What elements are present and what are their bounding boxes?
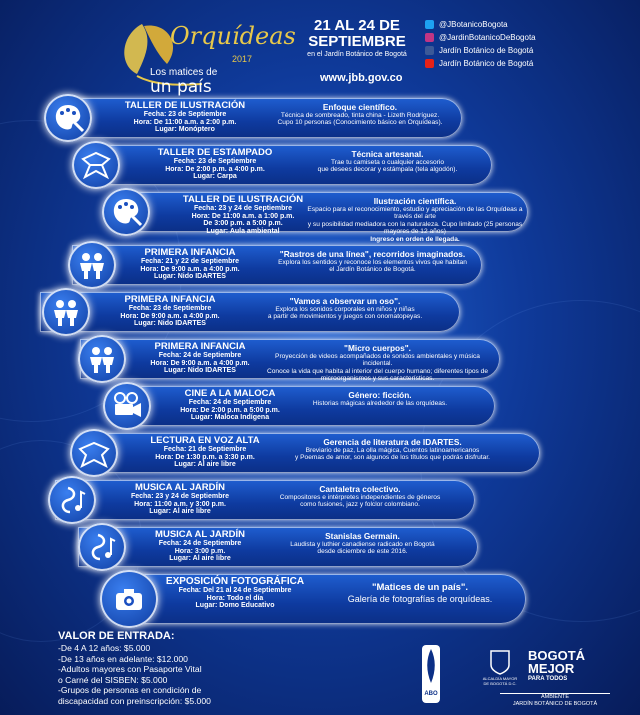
event-detail-line: Lugar: Monóptero: [155, 126, 215, 134]
event-details: [125, 435, 285, 469]
event-genre: Técnica artesanal.: [351, 149, 424, 159]
dates-line-3: en el Jardín Botánico de Bogotá: [307, 51, 407, 58]
event-genre: Ilustración científica.: [373, 196, 457, 206]
event-detail-line: Fecha: 21 de Septiembre: [163, 446, 247, 453]
para-todos-label: PARA TODOS: [528, 676, 568, 682]
event-genre: "Rastros de una línea", recorridos imaginados.: [279, 249, 466, 259]
event-detail-line: De 3:00 p.m. a 5:00 p.m.: [203, 220, 283, 228]
event-title: CINE A LA MALOCA: [184, 388, 276, 399]
event-title: TALLER DE ILUSTRACIÓN: [124, 100, 246, 111]
event-title: PRIMERA INFANCIA: [124, 294, 216, 305]
jardin-label: JARDÍN BOTÁNICO DE BOGOTÁ: [512, 701, 598, 707]
event-detail-line: Fecha: 23 de Septiembre: [143, 111, 227, 118]
children-icon: [86, 343, 118, 375]
event-description: [260, 343, 495, 383]
event-details: [90, 294, 250, 328]
event-details: [115, 247, 265, 281]
price-item: -Adultos mayores con Pasaporte Vital: [58, 664, 202, 675]
camera-icon: [113, 583, 145, 615]
event-icon-badge: [44, 94, 92, 142]
price-item: -De 13 años en adelante: $12.000: [58, 653, 188, 664]
event-detail-line: Hora: 3:00 p.m.: [174, 547, 226, 555]
event-title: MUSICA AL JARDÍN: [135, 482, 225, 493]
event-detail-line: Hora: De 11:00 a.m. a 1:00 p.m.: [191, 212, 295, 220]
event-genre: Cantaletra colectivo.: [319, 484, 401, 494]
event-detail-line: Fecha: 24 de Septiembre: [158, 540, 242, 547]
event-description-line: Técnica de sombreado, tinta china - Lizeth Rodríguez.: [280, 112, 440, 119]
event-title: LECTURA EN VOZ ALTA: [150, 435, 260, 446]
event-description: [285, 149, 490, 174]
social-link[interactable]: [425, 18, 536, 31]
event-icon-badge: [48, 476, 96, 524]
event-description: [250, 484, 470, 509]
website-link[interactable]: www.jbb.gov.co: [320, 72, 403, 84]
event-icon-badge: [72, 141, 120, 189]
event-title: EXPOSICIÓN FOTOGRÁFICA: [165, 576, 305, 587]
event-icon-badge: [78, 335, 126, 383]
event-detail-line: Lugar: Nido IDARTES: [164, 367, 236, 375]
event-description: [300, 390, 460, 407]
event-detail-line: Lugar: Al aire libre: [174, 461, 236, 469]
instagram-icon: [425, 33, 434, 42]
ticket-prices: [58, 630, 211, 707]
event-title: MUSICA AL JARDÍN: [155, 529, 245, 540]
music-icon: [56, 484, 88, 516]
dates-line-1: 21 AL 24 DE: [314, 17, 400, 34]
stamp-icon: [80, 149, 112, 181]
mejor-label: MEJOR: [528, 661, 575, 676]
event-details: [150, 576, 320, 610]
event-description-line: Compositores e intérpretes independientes de géneros: [279, 494, 441, 501]
event-description-line: Galería de fotografías de orquídeas.: [347, 594, 493, 604]
palette-icon: [52, 102, 84, 134]
alcaldia-label: ALCALDÍA MAYOR DE BOGOTÁ D.C.: [482, 676, 518, 686]
price-item: -De 4 A 12 años: $5.000: [58, 643, 151, 653]
event-genre: "Vamos a observar un oso".: [289, 296, 401, 306]
event-genre: Enfoque científico.: [322, 102, 398, 112]
event-detail-line: Fecha: Del 21 al 24 de Septiembre: [178, 587, 292, 594]
social-label: @JardinBotanicoDeBogota: [439, 33, 536, 42]
event-genre: "Matices de un país".: [371, 582, 469, 593]
event-description-line: Proyección de videos acompañados de sonidos ambientales y música incidental.: [275, 353, 480, 368]
children-icon: [76, 249, 108, 281]
event-detail-line: Fecha: 23 y 24 de Septiembre: [130, 493, 230, 500]
social-link[interactable]: [425, 44, 536, 57]
event-details: [135, 147, 295, 181]
event-description: [300, 196, 530, 243]
event-detail-line: Hora: De 9:00 a.m. a 4:00 p.m.: [140, 265, 240, 273]
event-detail-line: Hora: De 11:00 a.m. a 2:00 p.m.: [133, 118, 237, 126]
event-title: PRIMERA INFANCIA: [144, 247, 236, 258]
social-links: [425, 18, 536, 70]
event-details: [160, 388, 300, 422]
event-detail-line: Lugar: Al aire libre: [169, 555, 231, 563]
ambiente-label: AMBIENTE: [540, 694, 570, 700]
children-icon: [50, 296, 82, 328]
social-label: Jardín Botánico de Bogotá: [439, 46, 534, 55]
event-icon-badge: [102, 188, 150, 236]
event-genre: "Micro cuerpos".: [344, 343, 411, 353]
event-description: [320, 582, 520, 605]
event-detail-line: Lugar: Aula ambiental: [206, 227, 280, 235]
event-detail-line: Lugar: Nido IDARTES: [134, 320, 206, 328]
event-description: [275, 437, 510, 462]
projector-icon: [111, 390, 143, 422]
social-link[interactable]: [425, 57, 536, 70]
event-icon-badge: [103, 382, 151, 430]
event-detail-line: Hora: De 9:00 a.m. a 4:00 p.m.: [150, 359, 250, 367]
event-detail-line: Lugar: Domo Educativo: [195, 602, 275, 610]
event-description-line: Explora los sonidos corporales en niños y niñas: [275, 306, 415, 313]
logo-title: Orquídeas: [170, 22, 296, 50]
logo-year: 2017: [232, 54, 253, 64]
event-icon-badge: [68, 241, 116, 289]
event-description-line: Ingreso en orden de llegada.: [370, 235, 460, 243]
price-item: o Carné del SISBEN: $5.000: [58, 674, 168, 685]
event-description-line: microorganismos y sus características.: [320, 375, 435, 383]
palette-icon: [110, 196, 142, 228]
event-detail-line: Hora: De 2:00 p.m. a 5:00 p.m.: [180, 406, 280, 414]
event-description: [245, 296, 445, 321]
social-label: @JBotanicoBogota: [439, 20, 508, 29]
event-detail-line: Fecha: 24 de Septiembre: [158, 352, 242, 359]
event-detail-line: Hora: De 1:30 p.m. a 3:30 p.m.: [155, 453, 255, 461]
facebook-icon: [425, 46, 434, 55]
event-details: [163, 194, 323, 235]
twitter-icon: [425, 20, 434, 29]
music-icon: [86, 531, 118, 563]
event-icon-badge: [70, 429, 118, 477]
event-description-line: el Jardín Botánico de Bogotá.: [329, 266, 416, 274]
event-description-line: Breviario de paz, La olla mágica, Cuentos latinoamericanos: [305, 447, 480, 454]
event-description-line: como fusiones, jazz y folclor colombiano.: [300, 501, 420, 509]
logo-subtitle: Los matices de: [150, 67, 218, 78]
event-description-line: Espacio para el reconocimiento, estudio y apreciación de las Orquídeas a través del arte: [307, 206, 523, 221]
event-icon-badge: [78, 523, 126, 571]
bogota-mejor-logo: [528, 649, 608, 683]
event-description: [255, 531, 470, 556]
dates-line-2: SEPTIEMBRE: [308, 33, 406, 50]
price-item: -Grupos de personas en condición de: [58, 685, 202, 696]
event-detail-line: Fecha: 24 de Septiembre: [188, 399, 272, 406]
ambiente-label-block: [500, 693, 610, 708]
event-description-line: Trae tu camiseta o cualquier accesorio: [330, 159, 444, 166]
event-description-line: Historias mágicas alrededor de las orquídeas.: [312, 400, 448, 407]
event-title: TALLER DE ESTAMPADO: [157, 147, 273, 158]
event-detail-line: Hora: De 2:00 p.m. a 4:00 p.m.: [165, 165, 265, 173]
event-detail-line: Fecha: 23 de Septiembre: [173, 158, 257, 165]
event-description-line: a partir de movimientos y juegos con onomatopeyas.: [267, 313, 423, 321]
event-detail-line: Fecha: 23 y 24 de Septiembre: [193, 205, 293, 212]
event-details: [105, 100, 265, 134]
logo-subtitle-2: un país: [150, 77, 212, 97]
event-detail-line: Hora: De 9:00 a.m. a 4:00 p.m.: [120, 312, 220, 320]
event-detail-line: Lugar: Nido IDARTES: [154, 273, 226, 281]
event-detail-line: Lugar: Maloca Indígena: [190, 414, 270, 422]
event-detail-line: Lugar: Carpa: [193, 173, 237, 181]
event-dates: [298, 18, 416, 58]
abo-logo: [422, 645, 440, 703]
event-description-line: y su posibilidad mediadora con la naturaleza. Cupo limitado (25 personas mayores de 12 años): [307, 220, 523, 236]
sponsor-logos: [400, 645, 600, 707]
event-details: [125, 341, 275, 375]
event-description-line: Cupo 10 personas (Conocimiento básico en Orquídeas).: [277, 119, 443, 127]
prices-heading: VALOR DE ENTRADA:: [58, 630, 175, 642]
event-genre: Stanislas Germain.: [325, 531, 400, 541]
price-item: discapacidad con preinscripción: $5.000: [58, 695, 211, 706]
event-detail-line: Fecha: 21 y 22 de Septiembre: [140, 258, 240, 265]
event-genre: Género: ficción.: [348, 390, 412, 400]
event-genre: Gerencia de literatura de IDARTES.: [323, 437, 462, 447]
book-icon: [78, 437, 110, 469]
youtube-icon: [425, 59, 434, 68]
abo-label: ABO: [424, 691, 438, 697]
social-link[interactable]: [425, 31, 536, 44]
event-description: [260, 102, 460, 127]
event-description: [265, 249, 480, 274]
event-detail-line: Fecha: 23 de Septiembre: [128, 305, 212, 312]
event-description-line: Conoce la vida que habita al interior del cuerpo humano; diferentes tipos de: [266, 367, 489, 375]
event-description-line: Laudista y luthier canadiense radicado en Bogotá: [290, 541, 435, 548]
bogota-label: BOGOTÁ: [528, 648, 586, 663]
event-description-line: que desees decorar y estámpala (tela algodón).: [317, 166, 458, 174]
event-detail-line: Hora: Todo el día: [206, 594, 264, 602]
event-description-line: Explora los sentidos y reconoce los elementos vivos que habitan: [278, 259, 467, 266]
event-detail-line: Lugar: Al aire libre: [149, 508, 211, 516]
event-description-line: desde diciembre de este 2016.: [317, 548, 408, 556]
event-title: PRIMERA INFANCIA: [154, 341, 246, 352]
alcaldia-logo: [480, 649, 520, 686]
event-details: [100, 482, 260, 516]
event-icon-badge: [42, 288, 90, 336]
event-description-line: y Poemas de amor, son algunos de los títulos que podrás disfrutar.: [295, 454, 490, 462]
event-title: TALLER DE ILUSTRACIÓN: [182, 194, 304, 205]
event-details: [125, 529, 275, 563]
event-detail-line: Hora: 11:00 a.m. y 3:00 p.m.: [134, 500, 226, 508]
social-label: Jardín Botánico de Bogotá: [439, 59, 534, 68]
